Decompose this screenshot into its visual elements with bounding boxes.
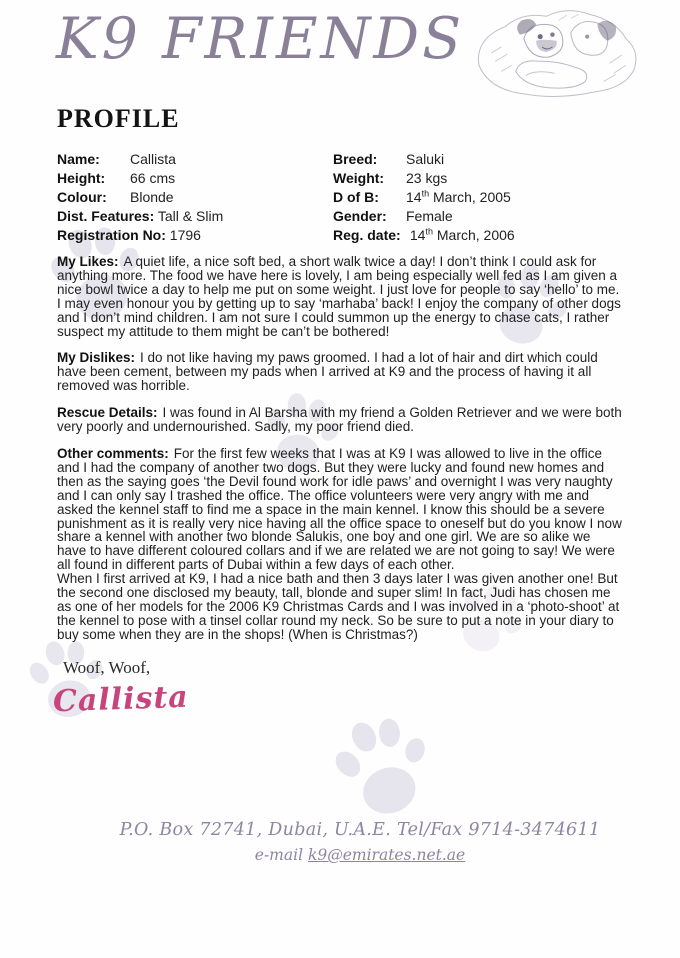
footer-email-label: e-mail <box>254 846 304 864</box>
field-row-breed <box>333 150 623 169</box>
field-row-dob <box>333 188 623 207</box>
paw-print-watermark <box>319 703 444 832</box>
field-label: Dist. Features: <box>57 208 155 224</box>
footer-email: k9@emirates.net.ae <box>307 846 466 864</box>
my-dislikes-label: My Dislikes: <box>57 350 136 366</box>
other-comments-text: For the first few weeks that I was at K9 I was allowed to live in the office and I had the company of another two dogs. But they were lucky and found new homes and then as the saying goes ‘the Devil found work for idle paws’ and overnight I was very naughty and I can only say I trashed the office. The office volunteers were very angry with me and asked the kennel staff to find me a space in the main kennel. I know this should be a severe punishment as it is really very nice having all the office space to oneself but do you know I now share a kennel with another two blonde Salukis, one boy and one girl. We are so alike we have to have different coloured collars and if we are related we are not going to say! We were all found in different parts of Dubai within a few days of each other. <box>57 445 622 573</box>
field-row-gender <box>333 207 623 226</box>
field-value: 1796 <box>169 227 201 243</box>
other-comments-label: Other comments: <box>57 445 169 461</box>
field-value: 14th March, 2006 <box>409 226 515 243</box>
footer-email-line <box>40 846 680 864</box>
rescue-details-text: I was found in Al Barsha with my friend a Golden Retriever and we were both very poorly and undernourished. Sadly, my poor friend died. <box>57 405 622 435</box>
field-row-registration-no <box>57 226 333 245</box>
field-label: Name: <box>57 151 100 167</box>
profile-fields <box>57 150 623 245</box>
field-value: Blonde <box>130 189 174 205</box>
rescue-details-paragraph <box>57 406 623 434</box>
field-label: Breed: <box>333 151 378 167</box>
field-row-reg-date <box>333 226 623 245</box>
rescue-details-label: Rescue Details: <box>57 405 158 421</box>
footer <box>40 820 680 864</box>
field-row-height <box>57 169 333 188</box>
other-comments-text-2: When I first arrived at K9, I had a nice bath and then 3 days later I was given another one! But the second one disclosed my beauty, tall, blonde and super slim! In fact, Judi has chosen me as one of her models for the 2006 K9 Christmas Cards and I was involved in a ‘photo-shoot’ at the kennel to pose with a tinsel collar round my neck. So be sure to put a note in your diary to buy some when they are in the shops! (When is Christmas?) <box>57 571 620 642</box>
field-value: Female <box>406 208 453 224</box>
my-likes-label: My Likes: <box>57 254 119 269</box>
field-row-dist-features <box>57 207 333 226</box>
profile-fields-right-column <box>333 150 623 245</box>
field-label: Registration No: <box>57 227 166 243</box>
field-label: Gender: <box>333 208 387 224</box>
signature-closing: Woof, Woof, <box>63 657 151 677</box>
field-value: Callista <box>130 151 176 167</box>
field-label: Reg. date: <box>333 227 401 243</box>
field-value: 14th March, 2005 <box>406 188 511 205</box>
field-value: 23 kgs <box>406 170 448 186</box>
field-row-name <box>57 150 333 169</box>
field-label: Weight: <box>333 170 385 186</box>
puppies-sketch-illustration <box>460 4 650 102</box>
my-likes-paragraph <box>57 255 623 338</box>
document-body <box>52 104 623 720</box>
field-label: D of B: <box>333 189 379 205</box>
my-likes-text: A quiet life, a nice soft bed, a short walk twice a day! I don’t think I could ask for anything more. The food we have here is lovely, I am being especially well fed as I am given a nice bowl twice a day to help me put on some weight. I just love for people to say ‘hello’ to me. I may even honour you by getting up to say ‘marhaba’ back! I enjoy the company of other dogs and I don’t mind children. I am not sure I could summon up the energy to chase cats, I rather suspect my attitude to them might be can’t be bothered! <box>57 254 621 339</box>
my-dislikes-paragraph <box>57 351 623 393</box>
other-comments-paragraph <box>57 447 623 642</box>
brand-title: K9 FRIENDS <box>56 6 465 72</box>
profile-fields-left-column <box>57 150 333 245</box>
section-heading-profile: PROFILE <box>57 104 180 133</box>
field-value: 66 cms <box>130 170 176 186</box>
signature-name: Callista <box>52 679 190 720</box>
field-label: Height: <box>57 170 106 186</box>
field-value: Tall & Slim <box>157 208 224 224</box>
footer-address: P.O. Box 72741, Dubai, U.A.E. Tel/Fax 9714-3474611 <box>119 820 601 840</box>
field-row-colour <box>57 188 333 207</box>
field-value: Saluki <box>406 151 445 167</box>
my-dislikes-text: I do not like having my paws groomed. I had a lot of hair and dirt which could have been cement, between my pads when I arrived at K9 and the process of having it all removed was horrible. <box>57 350 598 394</box>
field-row-weight <box>333 169 623 188</box>
field-label: Colour: <box>57 189 107 205</box>
